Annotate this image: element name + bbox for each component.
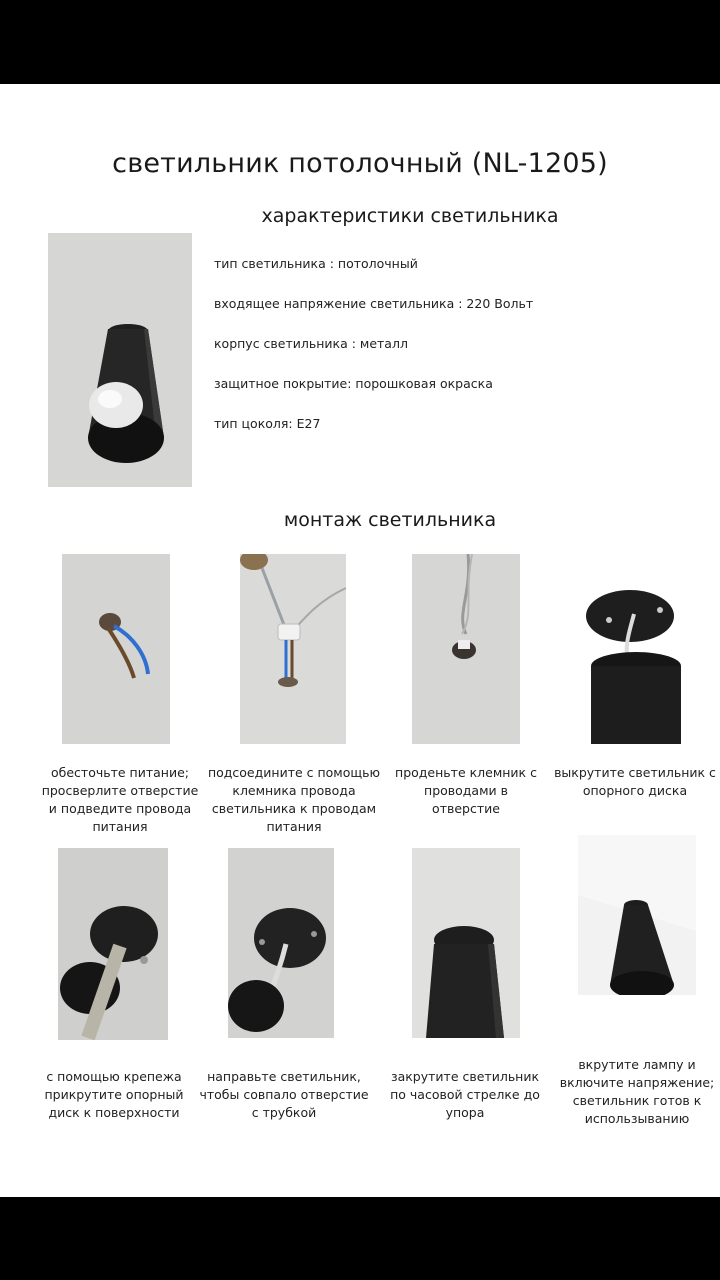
step-4-photo: [582, 574, 682, 744]
spec-lamp-type: тип светильника : потолочный: [214, 256, 418, 271]
step-7-photo: [412, 848, 520, 1038]
step-7-caption: закрутите светильник по часовой стрелке до упора: [390, 1069, 540, 1120]
bottom-black-bar: [0, 1197, 720, 1280]
step-8-photo: [578, 835, 696, 995]
step-6-photo: [228, 848, 334, 1038]
spec-body: корпус светильника : металл: [214, 336, 408, 351]
step-3-caption: проденьте клемник с проводами в отверстие: [395, 765, 537, 816]
instruction-sheet: [0, 84, 720, 1197]
spec-socket: тип цоколя: E27: [214, 416, 321, 431]
step-2-photo: [240, 554, 346, 744]
step-1-photo: [62, 554, 170, 744]
step-5-caption: с помощью крепежа прикрутите опорный диск к поверхности: [44, 1069, 184, 1120]
page-title: светильник потолочный (NL-1205): [112, 148, 608, 179]
spec-coating: защитное покрытие: порошковая окраска: [214, 376, 493, 391]
specs-heading: характеристики светильника: [261, 205, 559, 227]
spec-voltage: входящее напряжение светильника : 220 Вольт: [214, 296, 534, 311]
top-black-bar: [0, 0, 720, 84]
step-8-caption: вкрутите лампу и включите напряжение; светильник готов к использыванию: [559, 1057, 715, 1126]
mounting-heading: монтаж светильника: [283, 509, 497, 531]
step-5-photo: [58, 848, 168, 1040]
step-4-caption: выкрутите светильник с опорного диска: [554, 765, 716, 798]
step-6-caption: направьте светильник, чтобы совпало отверстие с трубкой: [199, 1069, 369, 1120]
product-photo: [48, 233, 192, 487]
step-3-photo: [412, 554, 520, 744]
step-2-caption: подсоедините с помощью клемника провода светильника к проводам питания: [207, 765, 381, 834]
step-1-caption: обесточьте питание; просверлите отверстие и подведите провода питания: [41, 765, 199, 834]
